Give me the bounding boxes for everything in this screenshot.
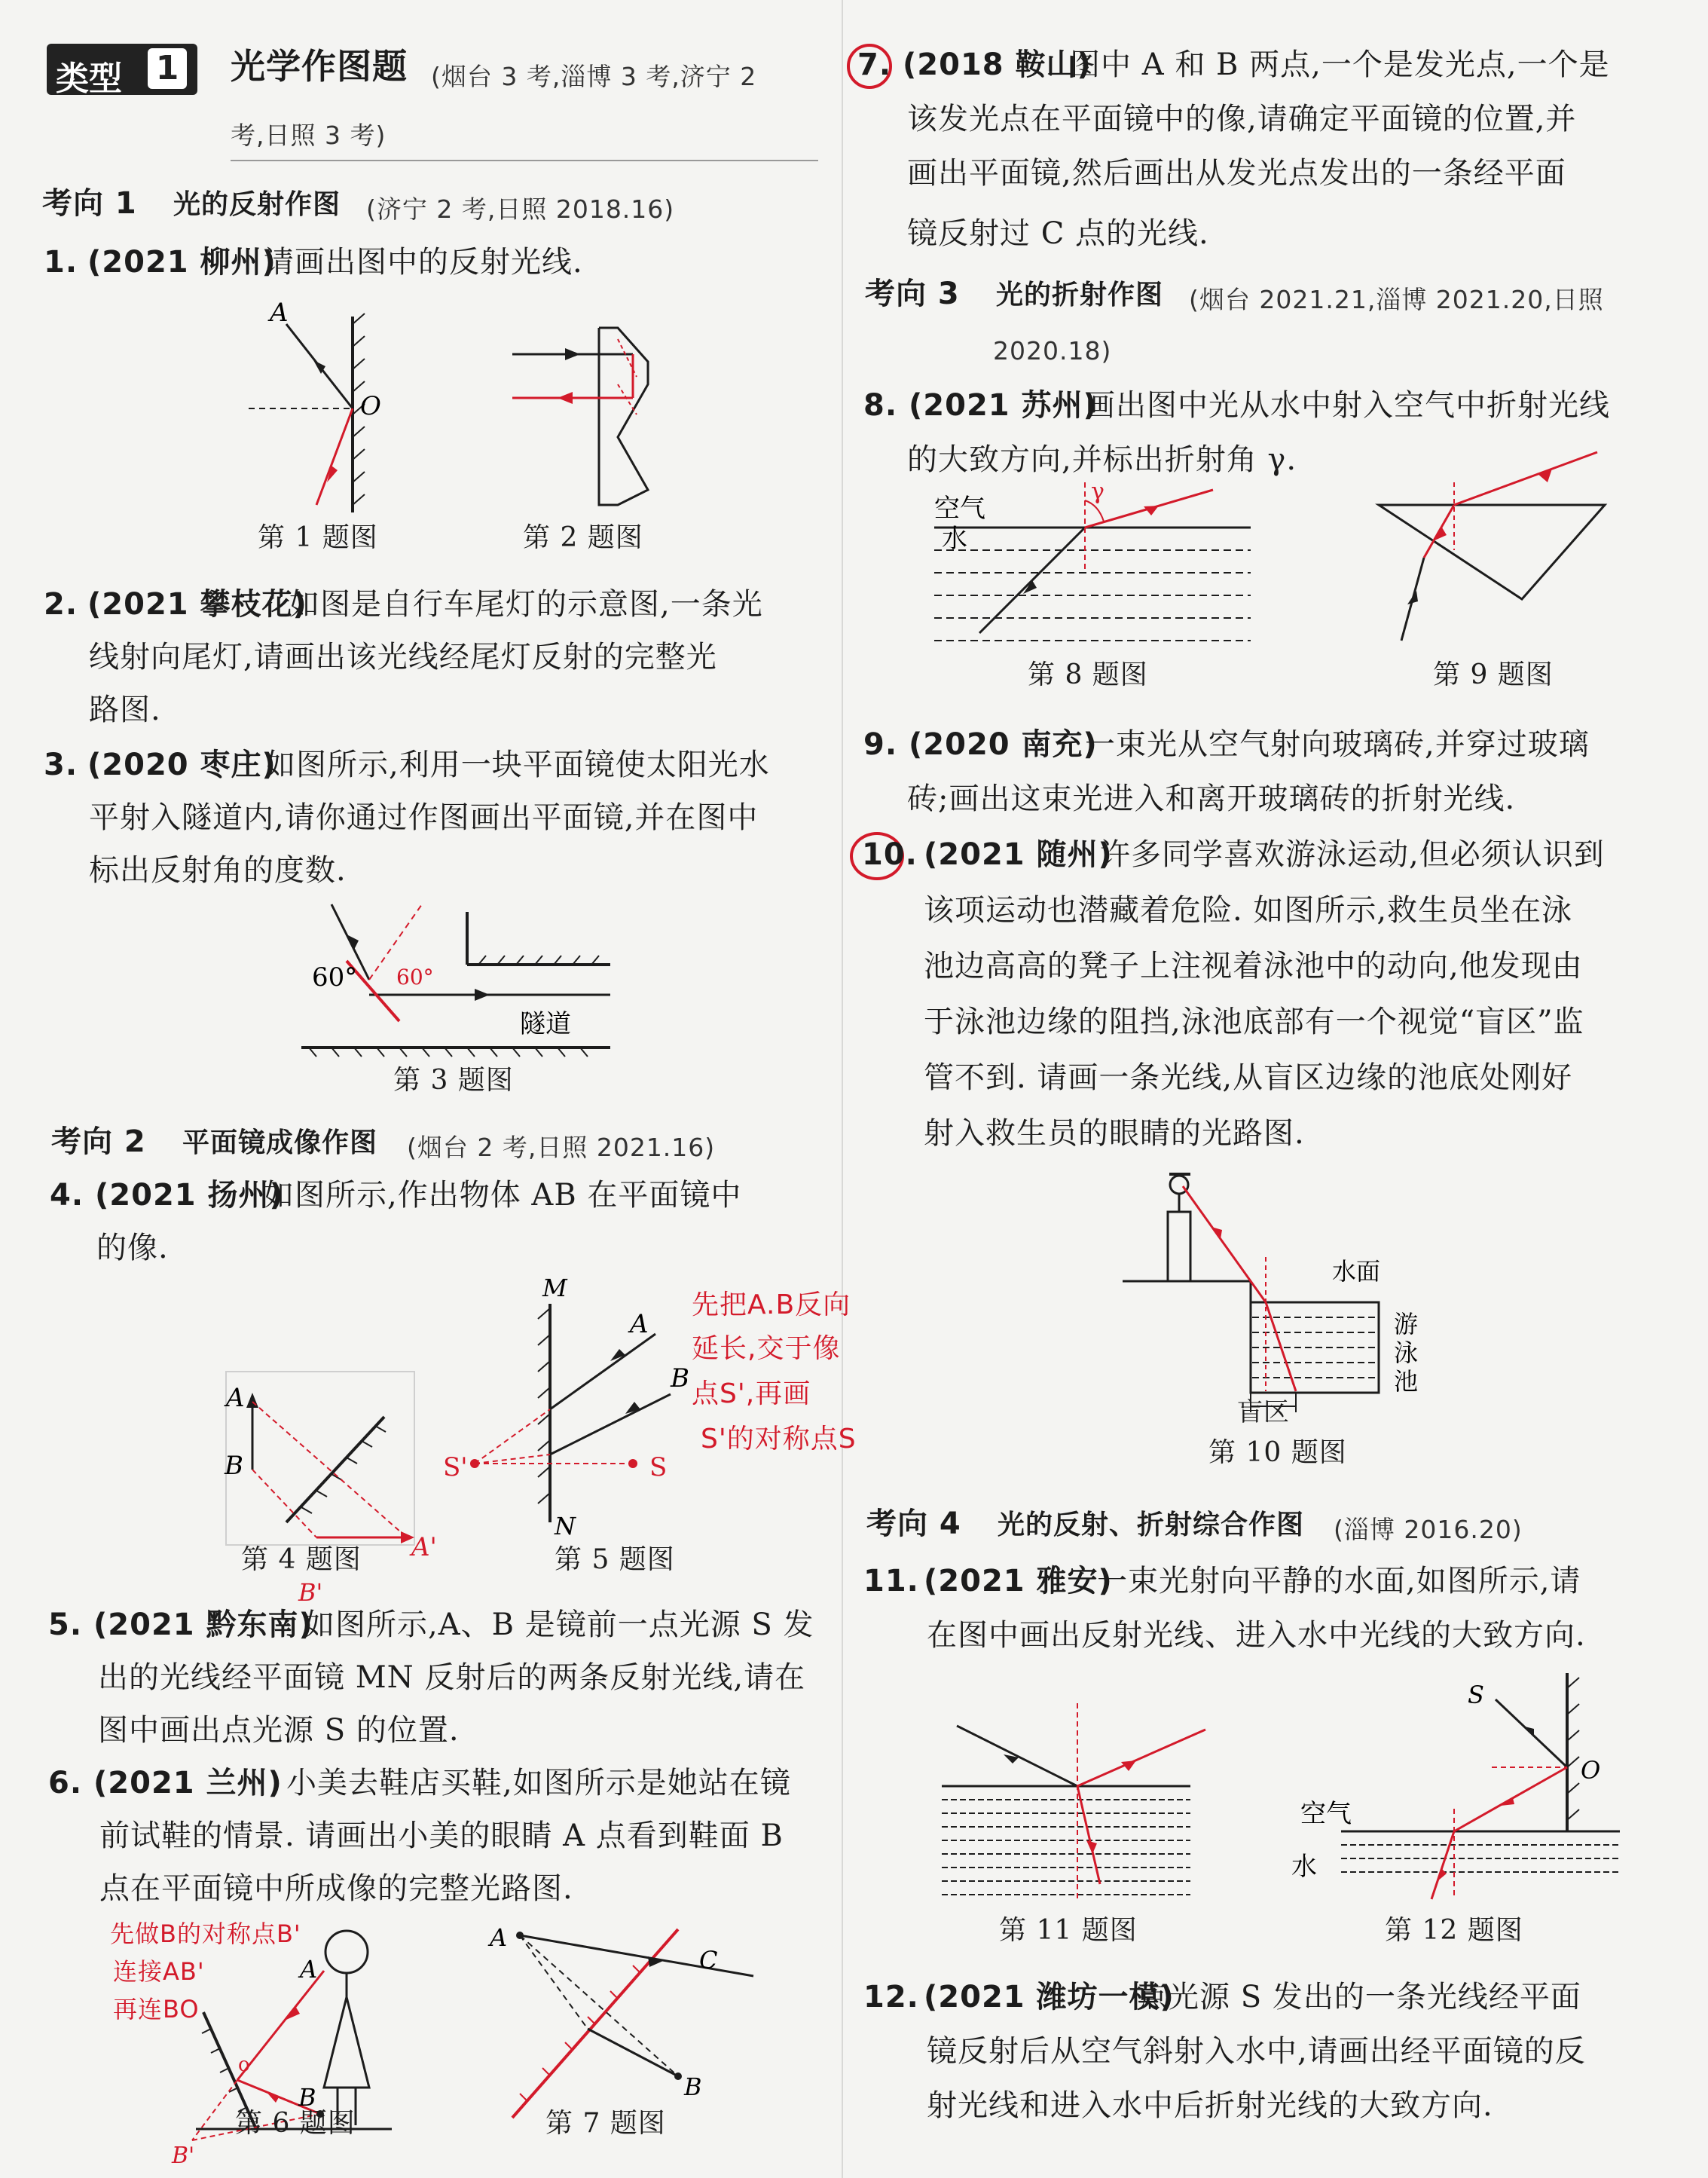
f12-water: 水 (1291, 1852, 1317, 1882)
q5-note-3: 点S',再画 (692, 1378, 811, 1409)
figure-11-12 (934, 1673, 1627, 1914)
q9-line2: 砖;画出这束光进入和离开玻璃砖的折射光线. (907, 782, 1516, 816)
q12-line1: 点光源 S 发出的一条光线经平面 (1138, 1980, 1581, 2014)
q4-number: 4. (50, 1178, 84, 1213)
q2-line1: 如图是自行车尾灯的示意图,一条光 (289, 587, 763, 622)
q10-line6: 射入救生员的眼睛的光路图. (924, 1116, 1305, 1151)
q8-line1: 画出图中光从水中射入空气中折射光线 (1085, 388, 1610, 423)
q7-line2: 该发光点在平面镜中的像,请确定平面镜的位置,并 (907, 102, 1577, 136)
q4-line1: 如图所示,作出物体 AB 在平面镜中 (264, 1178, 742, 1213)
q10-line3: 池边高高的凳子上注视着泳池中的动向,他发现由 (924, 949, 1583, 983)
f10-surface: 水面 (1332, 1257, 1381, 1286)
f3-red-angle: 60° (396, 965, 434, 990)
q5-line3: 图中画出点光源 S 的位置. (98, 1713, 460, 1748)
q1-number: 1. (44, 245, 78, 280)
caption-fig11: 第 11 题图 (999, 1915, 1138, 1946)
f5-label-M: M (542, 1274, 567, 1302)
q12-number: 12. (863, 1980, 919, 2014)
q6-number: 6. (48, 1766, 83, 1800)
caption-fig10: 第 10 题图 (1208, 1437, 1347, 1468)
q10-line1: 许多同学喜欢游泳运动,但必须认识到 (1100, 837, 1605, 872)
q10-line2: 该项运动也潜藏着危险. 如图所示,救生员坐在泳 (924, 893, 1573, 928)
caption-fig12: 第 12 题图 (1385, 1915, 1523, 1946)
q11-line1: 一束光射向平静的水面,如图所示,请 (1097, 1564, 1581, 1598)
f5-label-S2: S' (443, 1452, 468, 1482)
s3-label: 考向 3 (865, 277, 960, 311)
f10-pool-1: 游 (1394, 1310, 1419, 1338)
figure-3 (294, 897, 640, 1070)
s4-title: 光的反射、折射综合作图 (998, 1510, 1305, 1540)
q2-line2: 线射向尾灯,请画出该光线经尾灯反射的完整光 (89, 640, 717, 675)
f10-pool-3: 池 (1394, 1367, 1419, 1396)
q6-line2: 前试鞋的情景. 请画出小美的眼睛 A 点看到鞋面 B (99, 1819, 784, 1853)
f6-label-B2: B' (172, 2143, 195, 2169)
s3-note-2: 2020.18) (993, 336, 1112, 366)
q6-note-3: 再连BO (113, 1995, 200, 2024)
q5-source: (2021 黔东南) (93, 1607, 313, 1642)
title-underline (231, 160, 818, 161)
f1-label-A: A (270, 298, 289, 328)
f12-air: 空气 (1300, 1799, 1352, 1829)
q5-note-1: 先把A.B反向 (692, 1289, 851, 1320)
q12-line3: 射光线和进入水中后折射光线的大致方向. (927, 2088, 1493, 2123)
column-divider (842, 0, 843, 2178)
type-badge-label: 类型 (56, 60, 122, 98)
f4-label-A2: A' (411, 1532, 437, 1562)
q6-line3: 点在平面镜中所成像的完整光路图. (99, 1871, 573, 1906)
f7-label-B: B (684, 2072, 702, 2101)
q8-number: 8. (863, 388, 898, 423)
f1-label-O: O (360, 391, 381, 421)
q10-source: (2021 随州) (924, 837, 1113, 872)
figure-1-2 (226, 294, 678, 520)
caption-fig7: 第 7 题图 (545, 2108, 666, 2139)
section-title: 光学作图题 (231, 46, 408, 87)
q2-line3: 路图. (89, 693, 161, 727)
q3-source: (2020 枣庄) (87, 748, 277, 782)
f4-label-B: B (225, 1451, 243, 1481)
f7-label-C: C (699, 1946, 718, 1975)
figure-8-9 (919, 475, 1642, 663)
q5-line1: 如图所示,A、B 是镜前一点光源 S 发 (304, 1607, 814, 1642)
f10-blind-zone: 盲区 (1237, 1397, 1290, 1427)
f6-label-A: A (300, 1955, 318, 1984)
f5-label-N: N (555, 1512, 576, 1540)
q2-number: 2. (44, 587, 78, 622)
caption-fig3: 第 3 题图 (393, 1065, 514, 1096)
s1-label: 考向 1 (42, 186, 137, 221)
f8-water: 水 (942, 524, 967, 554)
caption-fig8: 第 8 题图 (1028, 659, 1148, 690)
s1-note: (济宁 2 考,日照 2018.16) (366, 194, 675, 224)
f7-label-A: A (490, 1923, 508, 1952)
q3-line1: 如图所示,利用一块平面镜使太阳光水 (265, 748, 770, 782)
q9-number: 9. (863, 727, 898, 762)
s3-note: (烟台 2021.21,淄博 2021.20,日照 (1189, 285, 1604, 314)
q6-line1: 小美去鞋店买鞋,如图所示是她站在镜 (286, 1766, 791, 1800)
q11-number: 11. (863, 1564, 919, 1598)
s1-title: 光的反射作图 (173, 189, 341, 220)
f3-tunnel: 隧道 (520, 1009, 571, 1039)
q5-note-4: S'的对称点S (701, 1424, 857, 1455)
q12-source: (2021 潍坊一模) (924, 1980, 1175, 2014)
q3-line2: 平射入隧道内,请你通过作图画出平面镜,并在图中 (89, 800, 759, 835)
q11-source: (2021 雅安) (924, 1564, 1113, 1598)
section-note-1: (烟台 3 考,淄博 3 考,济宁 2 (431, 62, 757, 91)
f6-label-B: B (298, 2083, 316, 2112)
f5-label-B: B (671, 1363, 689, 1393)
q9-source: (2020 南充) (909, 727, 1098, 762)
q5-number: 5. (48, 1607, 83, 1642)
q7-line4: 镜反射过 C 点的光线. (907, 216, 1209, 251)
q5-note-2: 延长,交于像 (692, 1333, 841, 1364)
f3-angle: 60° (312, 962, 358, 993)
s4-note: (淄博 2016.20) (1334, 1515, 1523, 1544)
q4-line2: 的像. (96, 1231, 169, 1265)
caption-fig9: 第 9 题图 (1433, 659, 1554, 690)
s2-title: 平面镜成像作图 (182, 1127, 378, 1158)
q6-source: (2021 兰州) (93, 1766, 283, 1800)
s2-label: 考向 2 (51, 1124, 146, 1159)
q3-number: 3. (44, 748, 78, 782)
figure-10 (1123, 1167, 1454, 1396)
f10-pool-2: 泳 (1394, 1338, 1419, 1367)
q8-line2: 的大致方向,并标出折射角 γ. (907, 442, 1297, 477)
q4-source: (2021 扬州) (95, 1178, 284, 1213)
f4-label-A: A (226, 1383, 245, 1413)
q8-source: (2021 苏州) (909, 388, 1098, 423)
f8-gamma: γ (1091, 479, 1105, 505)
q1-text: 请画出图中的反射光线. (264, 245, 583, 280)
q7-source: (2018 鞍山) (903, 47, 1092, 82)
q2-source: (2021 攀枝花) (87, 587, 307, 622)
q7-line3: 画出平面镜,然后画出从发光点发出的一条经平面 (907, 156, 1566, 191)
caption-fig2: 第 2 题图 (523, 522, 643, 553)
q10-number: 10. (862, 837, 918, 872)
caption-fig5: 第 5 题图 (555, 1544, 675, 1575)
f12-label-S: S (1468, 1681, 1484, 1709)
f8-air: 空气 (934, 494, 985, 524)
q12-line2: 镜反射后从空气斜射入水中,请画出经平面镜的反 (927, 2034, 1586, 2069)
f6-label-O: o (238, 2054, 250, 2076)
q7-number: 7. (857, 47, 892, 82)
q6-note-1: 先做B的对称点B' (110, 1920, 301, 1948)
q10-line5: 管不到. 请画一条光线,从盲区边缘的池底处刚好 (924, 1060, 1573, 1095)
s3-title: 光的折射作图 (996, 280, 1164, 310)
q7-line1: 图中 A 和 B 两点,一个是发光点,一个是 (1070, 47, 1610, 82)
f5-label-S: S (649, 1452, 668, 1482)
q11-line2: 在图中画出反射光线、进入水中光线的大致方向. (927, 1618, 1586, 1653)
q1-source: (2021 柳州) (87, 245, 277, 280)
q6-note-2: 连接AB' (113, 1957, 205, 1986)
caption-fig1: 第 1 题图 (258, 522, 378, 553)
s2-note: (烟台 2 考,日照 2021.16) (407, 1133, 716, 1162)
q9-line1: 一束光从空气射向玻璃砖,并穿过玻璃 (1085, 727, 1590, 762)
q3-line3: 标出反射角的度数. (89, 853, 347, 888)
s4-label: 考向 4 (866, 1507, 961, 1541)
q5-line2: 出的光线经平面镜 MN 反射后的两条反射光线,请在 (98, 1660, 806, 1695)
f4-label-B2: B' (298, 1578, 323, 1607)
type-badge-number: 1 (148, 48, 187, 89)
f12-label-O: O (1581, 1756, 1601, 1785)
q10-line4: 于泳池边缘的阻挡,泳池底部有一个视觉“盲区”监 (924, 1005, 1584, 1039)
caption-fig4: 第 4 题图 (241, 1544, 362, 1575)
section-note-2: 考,日照 3 考) (231, 121, 387, 150)
caption-fig6: 第 6 题图 (235, 2108, 356, 2139)
f5-label-A: A (630, 1309, 649, 1339)
